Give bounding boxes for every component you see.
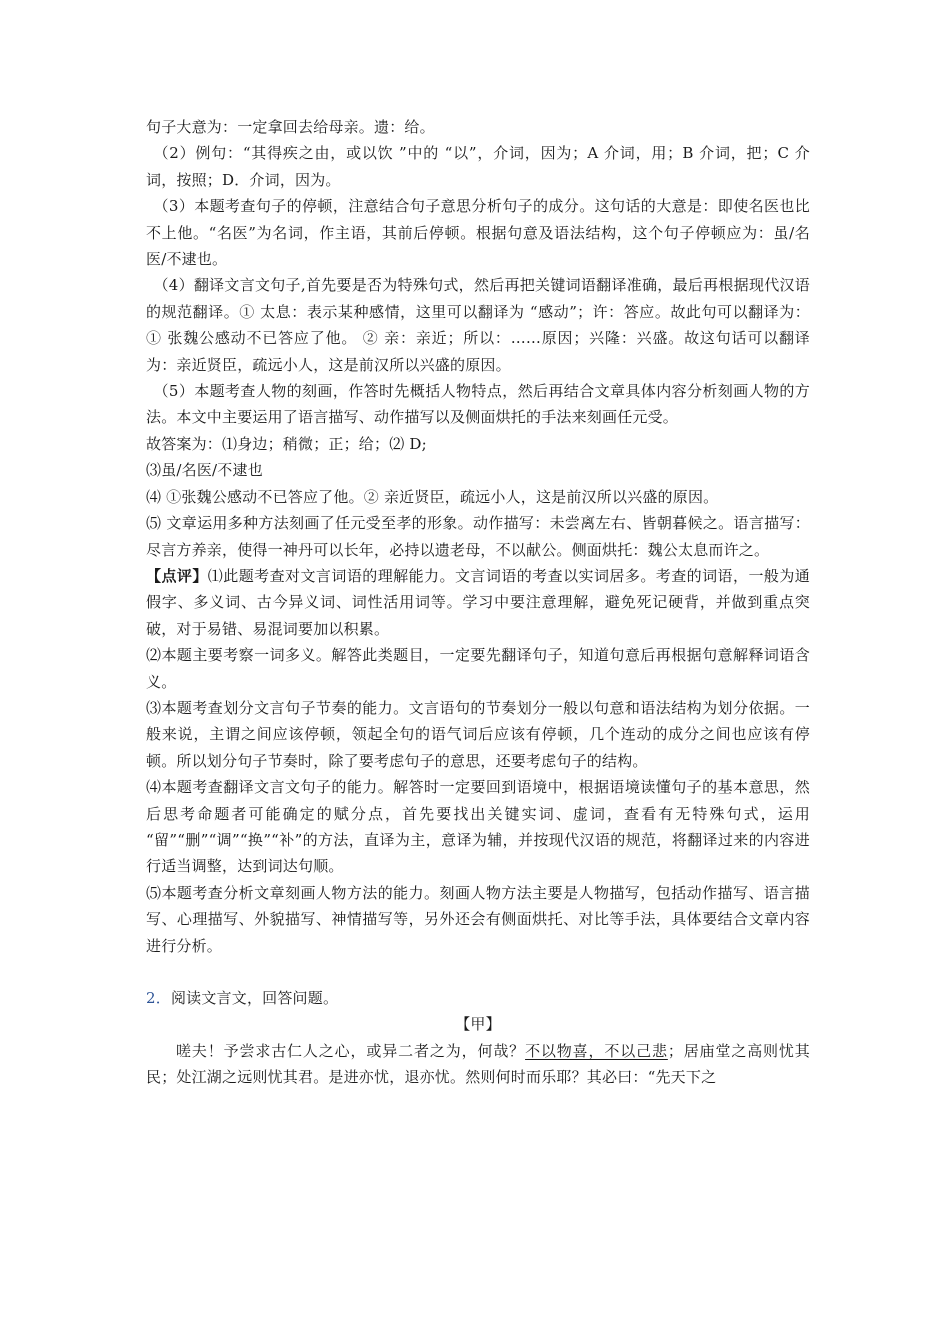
answer-summary: 故答案为：⑴身边；稍微；正；给；⑵ D; (146, 434, 427, 453)
line-sentence-meaning: 句子大意为：一定拿回去给母亲。遗：给。 (146, 118, 435, 136)
comment-1 (146, 563, 810, 642)
answer-2: （2）例句：“其得疾之由，或以饮 ”中的 “以”，介词，因为；A 介词，用；B 介词，把；C 介词，按照；D．介词，因为。 (146, 144, 810, 189)
spacer (146, 959, 810, 985)
passage-underlined: 不以物喜，不以己悲 (525, 1041, 668, 1060)
answer-content (146, 114, 810, 1091)
answer-5: （5）本题考查人物的刻画，作答时先概括人物特点，然后再结合文章具体内容分析刻画人物的方法。本文中主要运用了语言描写、动作描写以及侧面烘托的手法来刻画任元受。 (146, 382, 810, 427)
passage-pre: 嗟夫！予尝求古仁人之心，或异二者之为，何哉？ (176, 1041, 526, 1060)
section-title: 【甲】 (455, 1015, 501, 1034)
passage-jia (146, 1038, 810, 1091)
passage-post: ；居庙堂之高则忧其民；处江湖之远则忧其君。是进亦忧，退亦忧。然则何时而乐耶？其必曰：“先天下之 (146, 1041, 810, 1087)
question-2 (146, 985, 810, 1011)
comment-5: ⑸本题考查分析文章刻画人物方法的能力。刻画人物方法主要是人物描写，包括动作描写、语言描写、心理描写、外貌描写、神情描写等，另外还会有侧面烘托、对比等手法，具体要结合文章内容进行分析。 (146, 883, 810, 955)
comment-2: ⑵本题主要考察一词多义。解答此类题目，一定要先翻译句子，知道句意后再根据句意解释词语含义。 (146, 646, 810, 691)
answer-3: （3）本题考查句子的停顿，注意结合句子意思分析句子的成分。这句话的大意是：即使名医也比不上他。“名医”为名词，作主语，其前后停顿。根据句意及语法结构，这个句子停顿应为：虽/名医/不逮也。 (146, 197, 810, 269)
comment-3: ⑶本题考查划分文言句子节奏的能力。文言语句的节奏划分一般以句意和语法结构为划分依据。一般来说，主谓之间应该停顿，领起全句的语气词后应该有停顿，几个连动的成分之间也应该有停顿。所以划分句子节奏时，除了要考虑句子的意思，还要考虑句子的结构。 (146, 698, 810, 770)
answer-4: （4）翻译文言文句子,首先要是否为特殊句式，然后再把关键词语翻译准确，最后再根据现代汉语的规范翻译。① 太息：表示某种感情，这里可以翻译为 “感动”；许：答应。故此句可以翻译为： ① 张魏公感动不已答应了他。 ② 亲：亲近；所以：……原因；兴隆：兴盛。故这句话可以翻译为：亲近贤臣，疏远小人，这是前汉所以兴盛的原因。 (146, 276, 810, 374)
answer-summary-5: ⑸ 文章运用多种方法刻画了任元受至孝的形象。动作描写：未尝离左右、皆朝暮候之。语言描写：尽言方养亲，使得一神丹可以长年，必持以遗老母，不以献公。侧面烘托：魏公太息而许之。 (146, 514, 810, 559)
answer-summary-3: ⑶虽/名医/不逮也 (146, 461, 263, 480)
comment-label: 【点评】 (146, 566, 208, 585)
answer-summary-4: ⑷ ①张魏公感动不已答应了他。② 亲近贤臣，疏远小人，这是前汉所以兴盛的原因。 (146, 487, 719, 506)
question-number: 2． (146, 989, 171, 1007)
comment-4: ⑷本题考查翻译文言文句子的能力。解答时一定要回到语境中，根据语境读懂句子的基本意思，然后思考命题者可能确定的赋分点，首先要找出关键实词、虚词，查看有无特殊句式，运用 “留”“删”“调”“换”“补”的方法，直译为主，意译为辅，并按现代汉语的规范，将翻译过来的内容进行适当调整，达到词达句顺。 (146, 778, 810, 876)
comment-1-text: ⑴此题考查对文言词语的理解能力。文言词语的考查以实词居多。考查的词语，一般为通假字、多义词、古今异义词、词性活用词等。学习中要注意理解，避免死记硬背，并做到重点突破，对于易错、易混词要加以积累。 (146, 566, 810, 638)
question-prompt: 阅读文言文，回答问题。 (170, 989, 339, 1007)
